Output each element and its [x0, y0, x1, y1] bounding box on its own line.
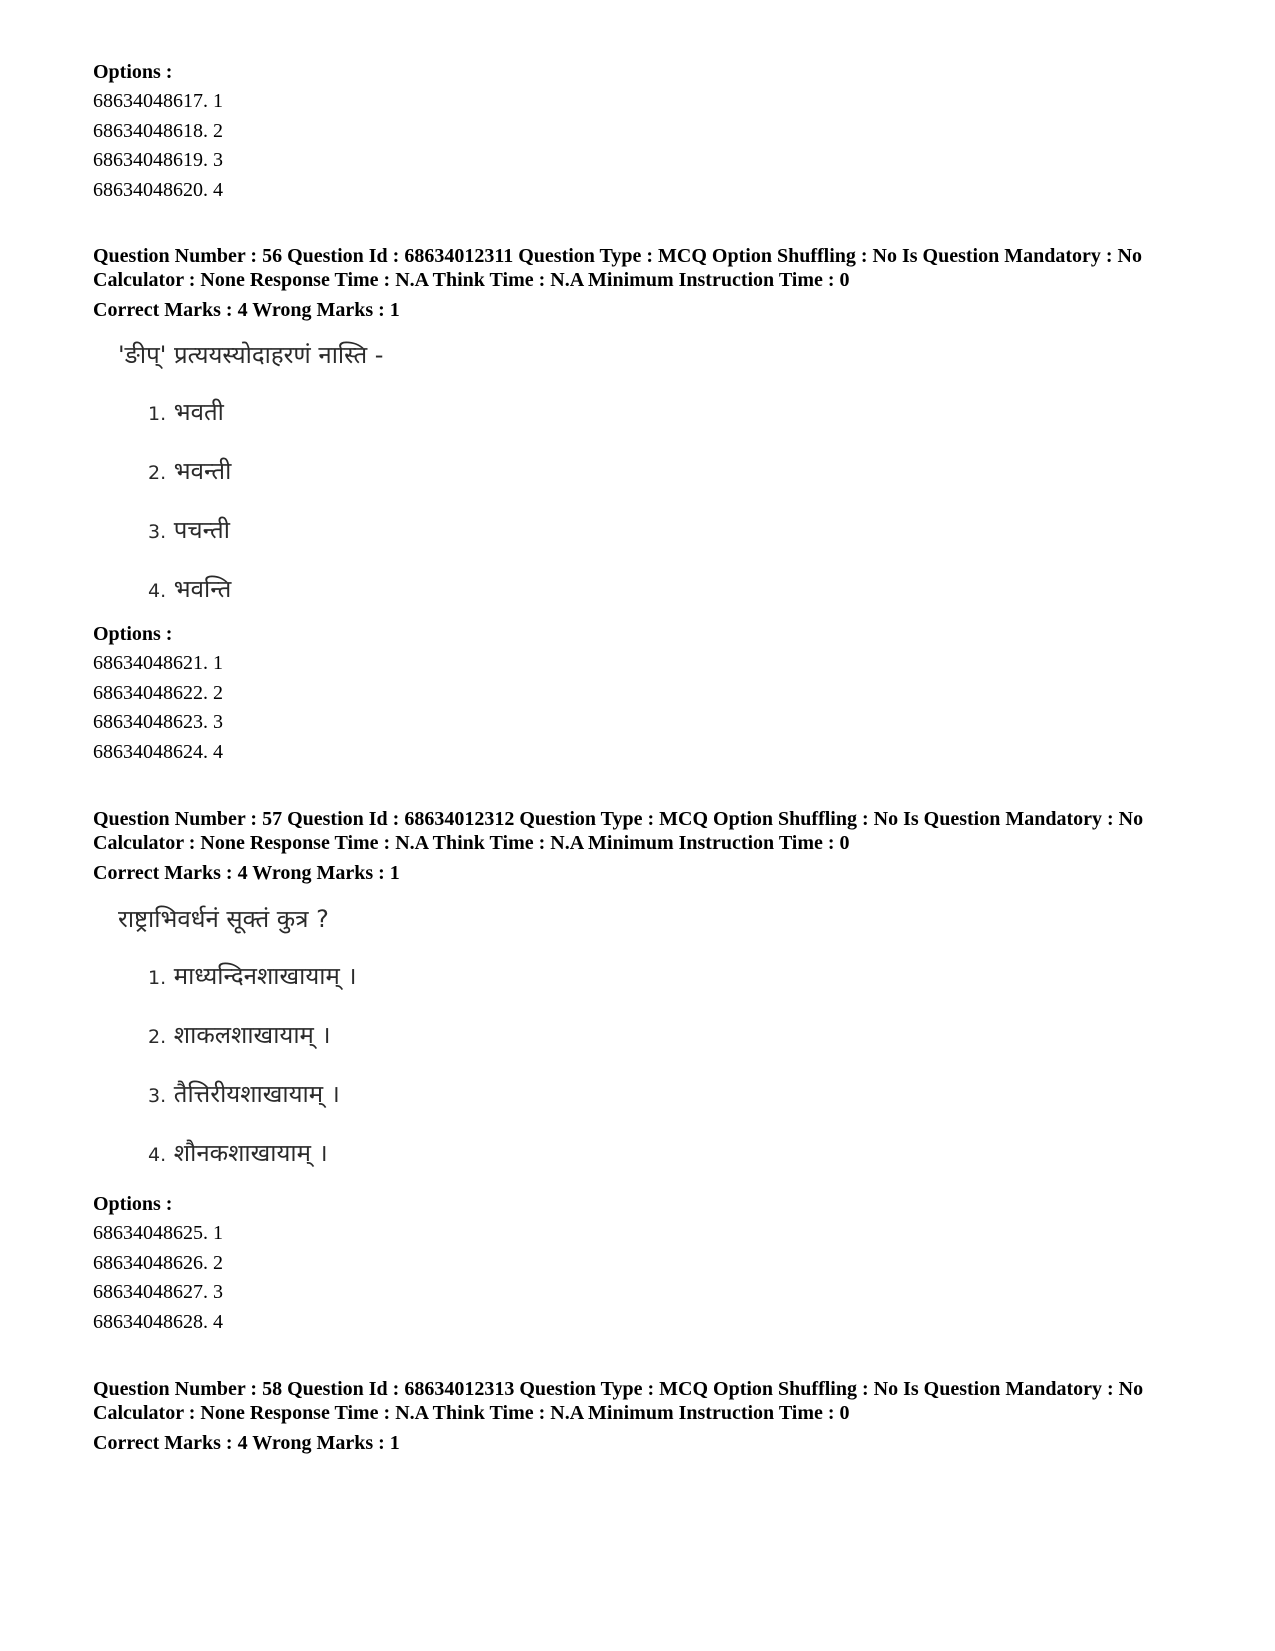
option-id-line: 68634048617. 1: [93, 90, 223, 112]
option-id-line: 68634048624. 4: [93, 740, 223, 763]
options-label: Options :: [93, 623, 173, 645]
choice-number: 4.: [148, 580, 167, 602]
options-section-55: [93, 58, 1203, 205]
question-meta: Question Number : 57 Question Id : 68634012312 Question Type : MCQ Option Shuffling : No Is Question Mandatory : No Calculator : None Response Time : N.A Think Time : N.A Minimum Instruction Time : 0: [93, 808, 1144, 854]
choice-number: 3.: [148, 521, 167, 543]
option-id-line: 68634048627. 3: [93, 1281, 223, 1303]
option-id-line: 68634048618. 2: [93, 119, 223, 142]
options-label: Options :: [93, 1193, 173, 1215]
question-marks: Correct Marks : 4 Wrong Marks : 1: [93, 1432, 400, 1454]
choice-text: पचन्ती: [173, 516, 230, 544]
question-meta: Question Number : 56 Question Id : 68634012311 Question Type : MCQ Option Shuffling : No Is Question Mandatory : No Calculator : None Response Time : N.A Think Time : N.A Minimum Instruction Time : 0: [93, 245, 1142, 291]
choice-text: भवती: [173, 398, 224, 426]
option-id-line: 68634048628. 4: [93, 1310, 223, 1333]
option-id-line: 68634048626. 2: [93, 1251, 223, 1274]
answer-choice: [148, 961, 357, 993]
choice-number: 2.: [148, 1026, 167, 1048]
choice-text: तैत्तिरीयशाखायाम् ।: [173, 1080, 340, 1108]
answer-choice: [148, 1079, 357, 1111]
question-marks: Correct Marks : 4 Wrong Marks : 1: [93, 299, 400, 321]
option-id-line: 68634048620. 4: [93, 178, 223, 201]
question-57-header: [93, 807, 1203, 885]
option-id-line: 68634048621. 1: [93, 652, 223, 674]
answer-choice: [148, 397, 383, 429]
choice-text: माध्यन्दिनशाखायाम् ।: [173, 962, 357, 990]
answer-choice: [148, 456, 383, 488]
question-marks: Correct Marks : 4 Wrong Marks : 1: [93, 862, 400, 884]
option-id-line: 68634048625. 1: [93, 1222, 223, 1244]
options-section-57: [93, 1190, 1203, 1337]
choice-number: 3.: [148, 1085, 167, 1107]
question-stem: 'ङीप्' प्रत्ययस्योदाहरणं नास्ति -: [118, 341, 384, 369]
option-id-line: 68634048619. 3: [93, 149, 223, 171]
question-56-image: [118, 340, 383, 606]
answer-choice: [148, 1138, 357, 1170]
options-label: Options :: [93, 61, 173, 83]
option-id-line: 68634048623. 3: [93, 711, 223, 733]
answer-choice: [148, 1020, 357, 1052]
choice-text: शौनकशाखायाम् ।: [173, 1139, 328, 1167]
option-id-line: 68634048622. 2: [93, 681, 223, 704]
choice-number: 4.: [148, 1144, 167, 1166]
answer-choice: [148, 515, 383, 547]
choice-text: शाकलशाखायाम् ।: [173, 1021, 331, 1049]
question-56-header: [93, 244, 1203, 322]
question-57-image: [118, 904, 357, 1170]
choice-number: 1.: [148, 403, 167, 425]
choice-text: भवन्ति: [173, 575, 232, 603]
choice-text: भवन्ती: [173, 457, 232, 485]
question-58-header: [93, 1377, 1203, 1455]
question-stem: राष्ट्राभिवर्धनं सूक्तं कुत्र ?: [118, 905, 329, 933]
choice-number: 2.: [148, 462, 167, 484]
answer-choice: [148, 574, 383, 606]
choice-number: 1.: [148, 967, 167, 989]
options-section-56: [93, 620, 1203, 767]
question-meta: Question Number : 58 Question Id : 68634012313 Question Type : MCQ Option Shuffling : No Is Question Mandatory : No Calculator : None Response Time : N.A Think Time : N.A Minimum Instruction Time : 0: [93, 1378, 1144, 1424]
